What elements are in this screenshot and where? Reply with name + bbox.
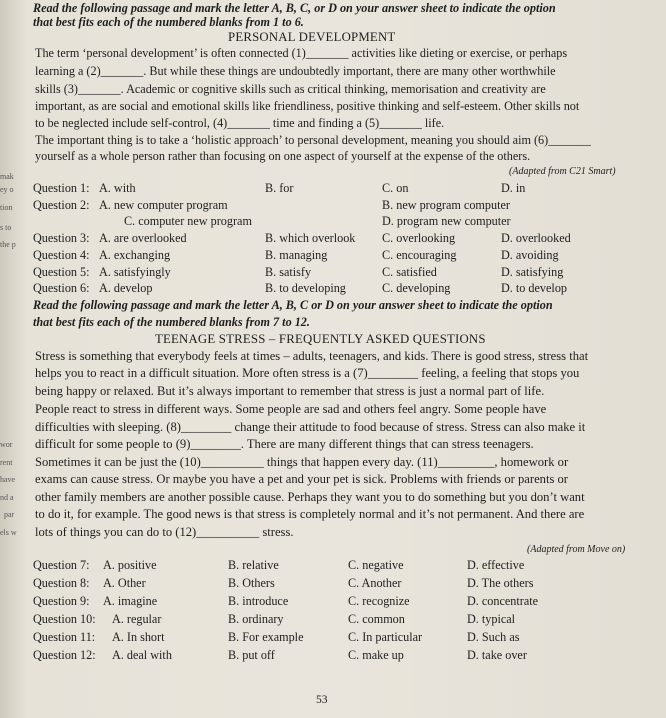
option-b: B. which overlook — [265, 231, 356, 245]
edge-fragment: rent — [0, 458, 13, 467]
passage-2-line: other family members are another possible cause. Perhaps they want you to do something but you don’t want — [35, 490, 585, 504]
passage-2-line: Sometimes it can be just the (10)__________ things that happen every day. (11)_________, homework or — [35, 455, 569, 469]
passage-2-line: difficulties with sleeping. (8)________ change their attitude to food because of stress. Stress can also make it — [35, 420, 586, 434]
question-label: Question 5: — [33, 265, 90, 279]
question-label: Question 11: — [33, 630, 96, 644]
edge-fragment: have — [0, 475, 16, 484]
option-b: B. For example — [228, 630, 304, 644]
option-a: A. exchanging — [99, 248, 171, 262]
edge-fragment: par — [4, 510, 15, 519]
option-c: C. developing — [382, 281, 451, 295]
option-a: A. with — [99, 181, 136, 195]
option-b: B. ordinary — [228, 612, 284, 626]
option-c: C. Another — [348, 576, 402, 590]
source-2: (Adapted from Move on) — [527, 544, 626, 555]
option-b: B. for — [265, 181, 294, 195]
option-c: C. recognize — [348, 594, 410, 608]
passage-1-line: important, as are social and emotional skills like friendliness, positive thinking and self-esteem. Other skills not — [35, 99, 580, 113]
edge-fragment: s to — [0, 223, 12, 232]
option-c: C. overlooking — [382, 231, 456, 245]
option-d: D. avoiding — [501, 248, 559, 262]
passage-2-line: People react to stress in different ways. Some people are sad and others feel angry. Some people have — [35, 402, 547, 416]
source-1: (Adapted from C21 Smart) — [509, 166, 616, 177]
instructions-2-line-1: Read the following passage and mark the letter A, B, C or D on your answer sheet to indicate the option — [33, 298, 553, 312]
question-label: Question 3: — [33, 231, 90, 245]
option-b: B. to developing — [265, 281, 346, 295]
page-number: 53 — [316, 694, 328, 706]
option-c: C. satisfied — [382, 265, 437, 279]
question-label: Question 10: — [33, 612, 96, 626]
option-c: C. encouraging — [382, 248, 457, 262]
option-a: A. imagine — [103, 594, 158, 608]
option-c: C. In particular — [348, 630, 423, 644]
option-d: D. program new computer — [382, 214, 511, 228]
option-a: A. new computer program — [99, 198, 228, 212]
edge-fragment: the p — [0, 240, 16, 249]
option-a: A. Other — [103, 576, 146, 590]
passage-2-line: being happy or relaxed. But it’s always important to remember that stress is just a normal part of life. — [35, 384, 545, 398]
edge-fragment: mak — [0, 172, 14, 181]
question-label: Question 4: — [33, 248, 90, 262]
passage-2-line: helps you to react in a difficult situation. More often stress is a (7)________ feeling, a feeling that stops you — [35, 366, 580, 380]
option-a: A. satisfyingly — [99, 265, 171, 279]
question-label: Question 8: — [33, 576, 90, 590]
option-b: B. put off — [228, 648, 275, 662]
question-label: Question 1: — [33, 181, 90, 195]
option-d: D. typical — [467, 612, 516, 626]
instructions-1-line-2: that best fits each of the numbered blanks from 1 to 6. — [33, 15, 304, 29]
option-a: A. In short — [112, 630, 165, 644]
option-b: B. satisfy — [265, 265, 312, 279]
option-a: A. are overlooked — [99, 231, 187, 245]
option-c: C. negative — [348, 558, 404, 572]
instructions-1-line-1: Read the following passage and mark the letter A, B, C, or D on your answer sheet to indicate the option — [33, 1, 556, 15]
passage-1-line: to be neglected include self-control, (4)_______ time and finding a (5)_______ life. — [35, 116, 445, 130]
edge-fragment: tion — [0, 203, 13, 212]
option-d: D. in — [501, 181, 526, 195]
option-c: C. make up — [348, 648, 404, 662]
passage-2-line: lots of things you can do to (12)__________ stress. — [35, 525, 294, 539]
option-b: B. introduce — [228, 594, 289, 608]
instructions-2-line-2: that best fits each of the numbered blanks from 7 to 12. — [33, 315, 310, 329]
option-d: D. The others — [467, 576, 534, 590]
option-c: C. computer new program — [124, 214, 252, 228]
passage-2-line: to do it, for example. The good news is that stress is completely normal and it’s not permanent. And there are — [35, 507, 585, 521]
option-d: D. Such as — [467, 630, 520, 644]
passage-2-line: exams can cause stress. Or maybe you have a pet and your pet is sick. Problems with friends or parents or — [35, 472, 568, 486]
option-a: A. deal with — [112, 648, 172, 662]
passage-1-line: learning a (2)_______. But while these things are undoubtedly important, there are many other worthwhile — [35, 64, 556, 78]
option-d: D. concentrate — [467, 594, 539, 608]
passage-2-line: difficult for some people to (9)________. There are many different things that can stress teenagers. — [35, 437, 534, 451]
question-label: Question 12: — [33, 648, 96, 662]
option-a: A. regular — [112, 612, 162, 626]
option-c: C. common — [348, 612, 405, 626]
option-d: D. take over — [467, 648, 527, 662]
passage-2-title: TEENAGE STRESS – FREQUENTLY ASKED QUESTIONS — [155, 332, 486, 346]
edge-fragment: nd a — [0, 493, 14, 502]
option-b: B. new program computer — [382, 198, 510, 212]
option-d: D. satisfying — [501, 265, 564, 279]
passage-1-line: yourself as a whole person rather than focusing on one aspect of yourself at the expense of the others. — [35, 149, 531, 163]
option-b: B. managing — [265, 248, 328, 262]
question-label: Question 2: — [33, 198, 90, 212]
passage-2-line: Stress is something that everybody feels at times – adults, teenagers, and kids. There is good stress, stress that — [35, 349, 589, 363]
question-label: Question 7: — [33, 558, 90, 572]
passage-1-line: The term ‘personal development’ is often connected (1)_______ activities like dieting or exercise, or perhaps — [35, 46, 568, 60]
option-d: D. to develop — [501, 281, 568, 295]
passage-1-title: PERSONAL DEVELOPMENT — [228, 30, 396, 44]
edge-fragment: ey o — [0, 185, 14, 194]
option-b: B. relative — [228, 558, 279, 572]
question-label: Question 6: — [33, 281, 90, 295]
option-b: B. Others — [228, 576, 275, 590]
passage-1-line: The important thing is to take a ‘holistic approach’ to personal development, meaning you should aim (6)_______ — [35, 133, 591, 147]
edge-fragment: wor — [0, 440, 13, 449]
option-c: C. on — [382, 181, 409, 195]
option-a: A. positive — [103, 558, 157, 572]
option-d: D. effective — [467, 558, 525, 572]
edge-fragment: els w — [0, 528, 17, 537]
question-label: Question 9: — [33, 594, 90, 608]
passage-1-line: skills (3)_______. Academic or cognitive skills such as critical thinking, memorisation and creativity are — [35, 82, 546, 96]
option-d: D. overlooked — [501, 231, 571, 245]
option-a: A. develop — [99, 281, 153, 295]
